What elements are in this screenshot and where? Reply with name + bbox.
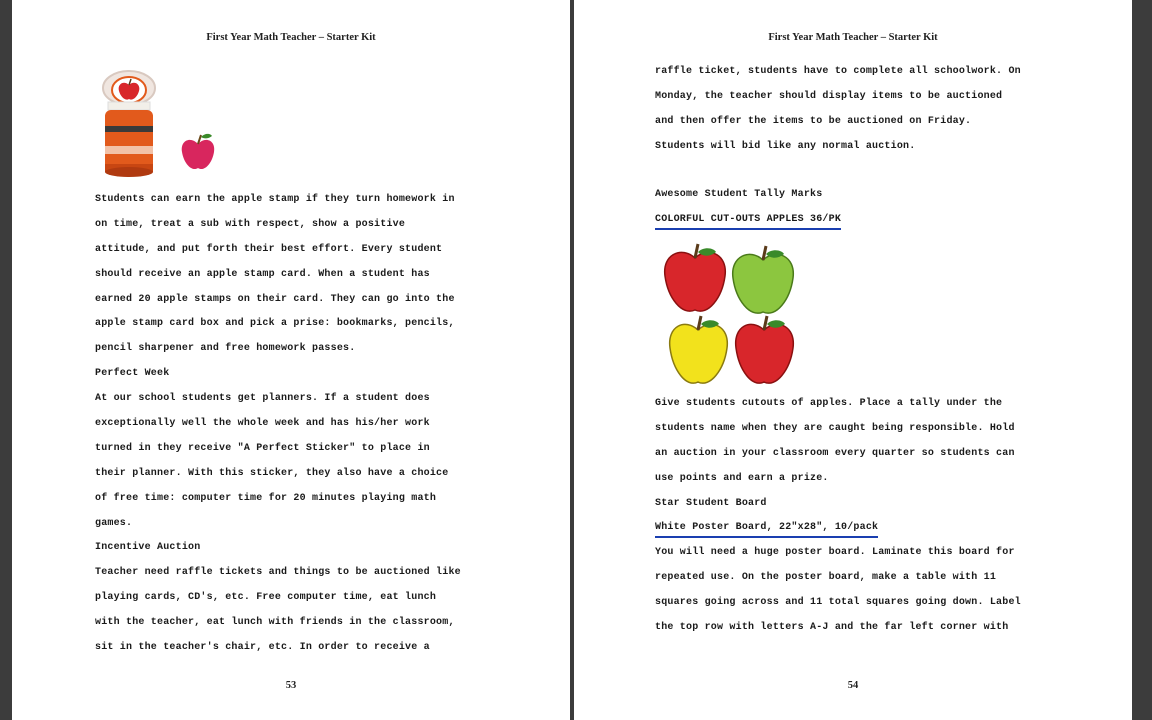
left-page <box>12 0 570 720</box>
body-line: of free time: computer time for 20 minutes playing math <box>95 492 437 504</box>
body-line: an auction in your classroom every quarter so students can <box>655 447 1015 459</box>
body-line: raffle ticket, students have to complete all schoolwork. On <box>655 66 1021 77</box>
right-page-body-top <box>655 60 1075 160</box>
body-line: You will need a huge poster board. Laminate this board for <box>655 547 1015 559</box>
body-line: Monday, the teacher should display items to be auctioned <box>655 90 1003 102</box>
section-heading-perfect-week: Perfect Week <box>95 368 170 380</box>
body-line: students name when they are caught being responsible. Hold <box>655 422 1015 434</box>
colorful-apples-image <box>660 238 800 388</box>
body-line: their planner. With this sticker, they also have a choice <box>95 467 449 479</box>
body-line: the top row with letters A-J and the far left corner with <box>655 622 1009 634</box>
left-page-body <box>95 188 515 661</box>
body-line: Students will bid like any normal auction. <box>655 140 916 152</box>
section-heading-star-student-board: Star Student Board <box>655 497 767 509</box>
body-line: should receive an apple stamp card. When a student has <box>95 268 430 280</box>
body-line: on time, treat a sub with respect, show a positive <box>95 218 406 230</box>
apple-stamp-image <box>98 68 218 180</box>
body-line: At our school students get planners. If a student does <box>95 393 430 405</box>
body-line: use points and earn a prize. <box>655 472 829 484</box>
body-line: playing cards, CD's, etc. Free computer time, eat lunch <box>95 592 437 604</box>
body-line: repeated use. On the poster board, make a table with 11 <box>655 572 997 584</box>
right-page-body-mid <box>655 183 1085 233</box>
body-line: sit in the teacher's chair, etc. In order to receive a <box>95 642 430 654</box>
body-line: and then offer the items to be auctioned on Friday. <box>655 115 972 127</box>
body-line: with the teacher, eat lunch with friends in the classroom, <box>95 617 455 629</box>
section-heading-incentive-auction: Incentive Auction <box>95 542 201 554</box>
page-number: 53 <box>285 680 297 691</box>
white-poster-board-link[interactable]: White Poster Board, 22"x28", 10/pack <box>655 520 878 538</box>
page-number: 54 <box>847 680 859 691</box>
body-line: Teacher need raffle tickets and things to be auctioned like <box>95 567 461 579</box>
body-line: Give students cutouts of apples. Place a tally under the <box>655 398 1003 409</box>
body-line: pencil sharpener and free homework passes. <box>95 343 356 355</box>
body-line: attitude, and put forth their best effort. Every student <box>95 243 443 255</box>
colorful-cutouts-link[interactable]: COLORFUL CUT-OUTS APPLES 36/PK <box>655 212 841 230</box>
body-line: exceptionally well the whole week and has his/her work <box>95 418 430 430</box>
body-line: games. <box>95 517 133 529</box>
body-line: apple stamp card box and pick a prise: bookmarks, pencils, <box>95 318 455 330</box>
page-header: First Year Math Teacher – Starter Kit <box>768 32 938 43</box>
body-line: turned in they receive "A Perfect Sticker" to place in <box>95 442 430 454</box>
right-page <box>574 0 1132 720</box>
section-heading-tally-marks: Awesome Student Tally Marks <box>655 189 823 200</box>
body-line: earned 20 apple stamps on their card. They can go into the <box>95 293 455 305</box>
body-line: squares going across and 11 total squares going down. Label <box>655 597 1021 609</box>
body-line: Students can earn the apple stamp if they turn homework in <box>95 194 455 205</box>
page-header: First Year Math Teacher – Starter Kit <box>206 32 376 43</box>
right-page-body-low <box>655 392 1085 641</box>
